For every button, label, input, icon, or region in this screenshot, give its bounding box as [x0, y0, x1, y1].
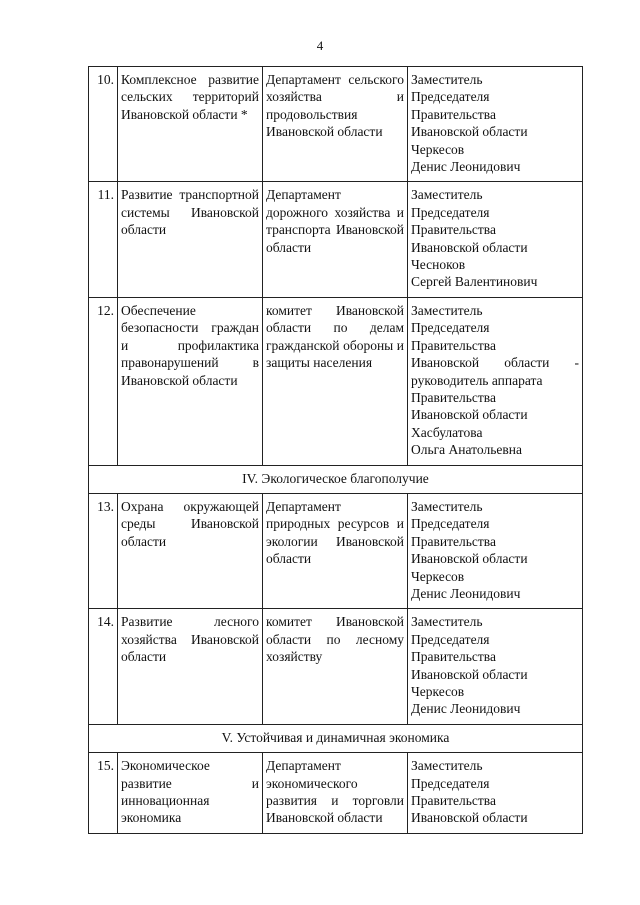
department-name: Департамент сельского хозяйства и продовольствия Ивановской области [263, 67, 408, 182]
department-name: комитет Ивановской области по лесному хозяйству [263, 609, 408, 724]
department-name: Департамент природных ресурсов и экологии Ивановской области [263, 493, 408, 608]
department-name: Департамент экономического развития и торговли Ивановской области [263, 753, 408, 834]
table-row [89, 297, 583, 465]
program-name: Комплексное развитие сельских территорий Ивановской области * [118, 67, 263, 182]
program-name: Экономическое развитие и инновационная экономика [118, 753, 263, 834]
program-name: Развитие транспортной системы Ивановской области [118, 182, 263, 297]
section-header-row [89, 724, 583, 752]
program-name: Обеспечение безопасности граждан и профилактика правонарушений в Ивановской области [118, 297, 263, 465]
department-name: Департамент дорожного хозяйства и транспорта Ивановской области [263, 182, 408, 297]
table-row [89, 67, 583, 182]
row-number: 13. [89, 493, 118, 608]
responsible-person: Заместитель Председателя Правительства Ивановской области - руководитель аппарата Правительства Ивановской области Хасбулатова Ольга Анатольевна [408, 297, 583, 465]
row-number: 11. [89, 182, 118, 297]
department-name: комитет Ивановской области по делам гражданской обороны и защиты населения [263, 297, 408, 465]
responsible-person: Заместитель Председателя Правительства Ивановской области Чесноков Сергей Валентинович [408, 182, 583, 297]
section-title: V. Устойчивая и динамичная экономика [89, 724, 583, 752]
row-number: 15. [89, 753, 118, 834]
section-header-row [89, 465, 583, 493]
row-number: 12. [89, 297, 118, 465]
program-name: Охрана окружающей среды Ивановской области [118, 493, 263, 608]
program-name: Развитие лесного хозяйства Ивановской области [118, 609, 263, 724]
table-row [89, 609, 583, 724]
page-number: 4 [316, 38, 324, 53]
table-row [89, 493, 583, 608]
row-number: 10. [89, 67, 118, 182]
section-title: IV. Экологическое благополучие [89, 465, 583, 493]
responsible-person: Заместитель Председателя Правительства Ивановской области Черкесов Денис Леонидович [408, 493, 583, 608]
table-row [89, 753, 583, 834]
table-row [89, 182, 583, 297]
responsible-person: Заместитель Председателя Правительства Ивановской области Черкесов Денис Леонидович [408, 609, 583, 724]
row-number: 14. [89, 609, 118, 724]
responsible-person: Заместитель Председателя Правительства Ивановской области [408, 753, 583, 834]
programs-table [88, 66, 583, 834]
responsible-person: Заместитель Председателя Правительства Ивановской области Черкесов Денис Леонидович [408, 67, 583, 182]
